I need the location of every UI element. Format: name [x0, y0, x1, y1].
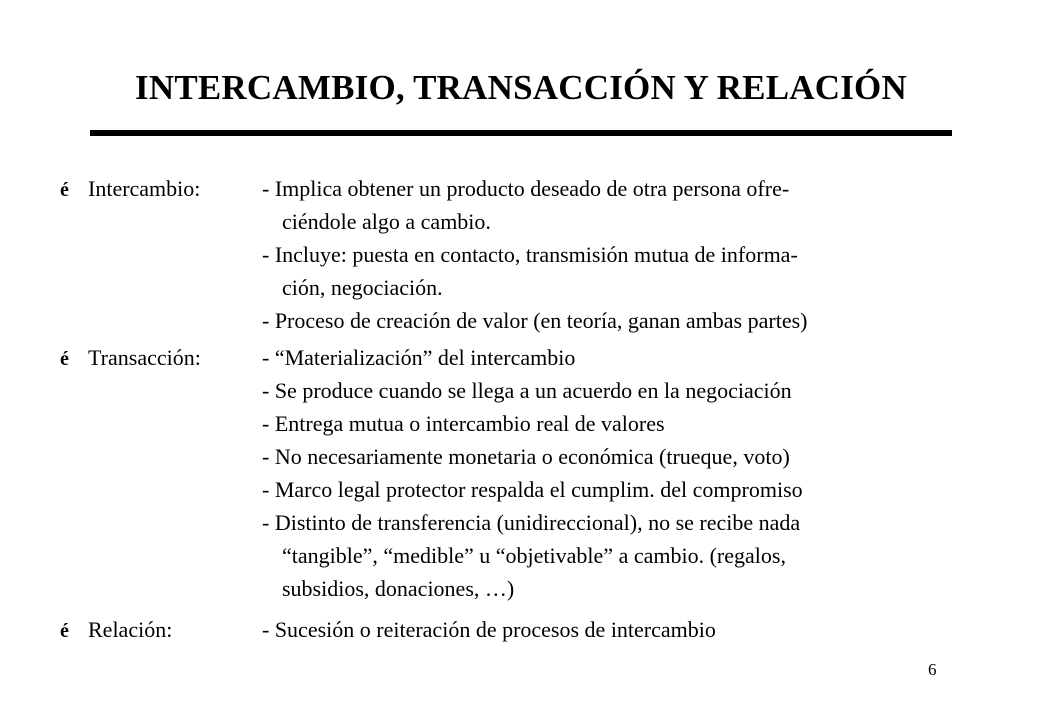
section-line: - Entrega mutua o intercambio real de valores	[262, 411, 665, 436]
bullet-icon: é	[60, 348, 69, 370]
section-line: ciéndole algo a cambio.	[282, 209, 491, 234]
section-line: subsidios, donaciones, …)	[282, 576, 515, 601]
bullet-icon: é	[60, 179, 69, 201]
section-line: ción, negociación.	[282, 275, 443, 300]
slide-title: INTERCAMBIO, TRANSACCIÓN Y RELACIÓN	[135, 68, 907, 107]
section-line: - No necesariamente monetaria o económica (trueque, voto)	[262, 444, 790, 469]
bullet-icon: é	[60, 620, 69, 642]
section-line: - Proceso de creación de valor (en teoría, ganan ambas partes)	[262, 308, 808, 333]
section-lines	[262, 341, 962, 605]
section-term	[60, 341, 201, 376]
section-lines	[262, 172, 962, 337]
section-line: - Se produce cuando se llega a un acuerdo en la negociación	[262, 378, 792, 403]
page-number: 6	[928, 660, 937, 679]
section-line: - Marco legal protector respalda el cumplim. del compromiso	[262, 477, 803, 502]
section-term	[60, 613, 172, 648]
section-line: - “Materialización” del intercambio	[262, 345, 576, 370]
section-lines	[262, 613, 962, 646]
section-line: - Incluye: puesta en contacto, transmisión mutua de informa-	[262, 242, 798, 267]
title-underline	[90, 130, 952, 136]
term-label: Intercambio:	[88, 176, 201, 201]
section-line: - Distinto de transferencia (unidireccional), no se recibe nada	[262, 510, 801, 535]
term-label: Relación:	[88, 617, 173, 642]
section-line: - Implica obtener un producto deseado de otra persona ofre-	[262, 176, 790, 201]
term-label: Transacción:	[88, 345, 201, 370]
section-line: - Sucesión o reiteración de procesos de intercambio	[262, 617, 716, 642]
section-line: “tangible”, “medible” u “objetivable” a cambio. (regalos,	[282, 543, 786, 568]
section-term	[60, 172, 200, 207]
